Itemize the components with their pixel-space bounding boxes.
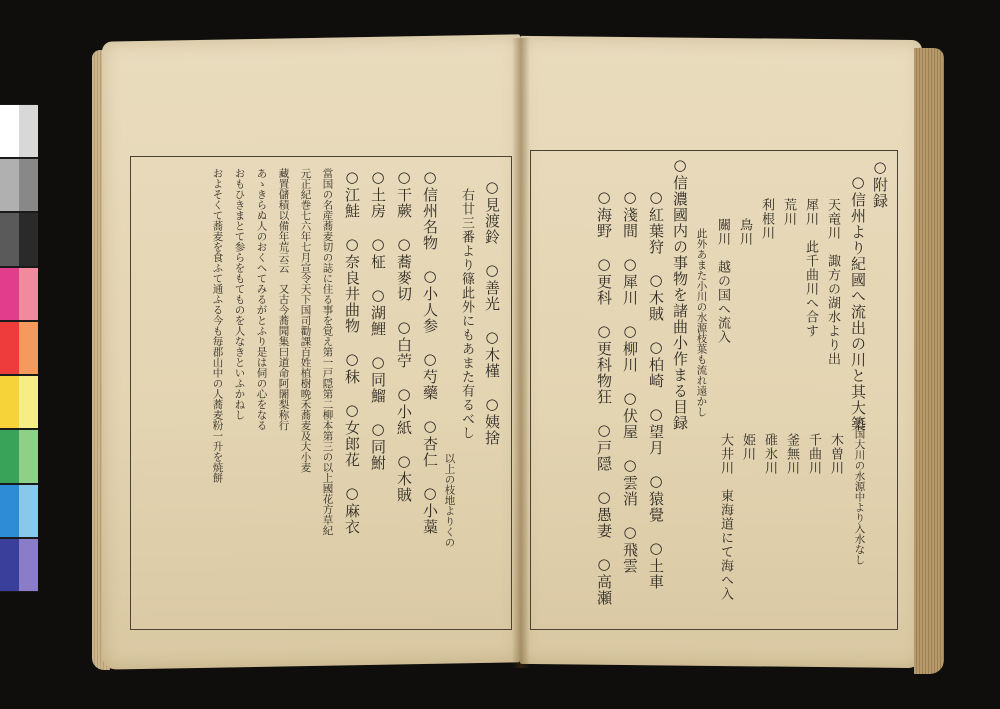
color-swatch <box>0 105 19 157</box>
text-column: あゝきらぬ人のおくへてみるがとふり是は伺の心をなる <box>255 168 268 431</box>
text-column: 利根川 <box>759 198 774 240</box>
text-column: ○信濃國内の事物を諸曲小作まる目録 <box>671 156 689 431</box>
appendix-heading: ○附録 <box>871 158 889 209</box>
color-swatch <box>19 268 38 320</box>
text-column: 當国の名産蕎麦切の誌に住る事を覚え第一戸隠第二柳本第三の以上國花方草紀 <box>321 168 334 536</box>
color-swatch <box>0 430 19 482</box>
color-swatch <box>0 376 19 428</box>
color-swatch <box>19 159 38 211</box>
color-swatch <box>19 430 38 482</box>
open-book <box>92 38 950 690</box>
text-column: 以上の枝地よりくの <box>443 453 456 548</box>
color-swatch <box>19 539 38 591</box>
text-column: 姫川 <box>740 433 755 461</box>
color-swatch <box>19 213 38 265</box>
list-column: ○淺間 ○犀川 ○柳川 ○伏屋 ○雲消 ○飛雲 <box>621 188 639 574</box>
list-column: ○海野 ○更科 ○更科物狂 ○戸隠 ○愚妻 ○高瀬 <box>595 188 613 606</box>
color-swatch <box>0 159 19 211</box>
text-column: 犀川 此千曲川へ合す <box>803 198 818 338</box>
text-column: おもひきまとて参らをもてものを人なきといふかねし <box>233 168 246 420</box>
color-swatch <box>0 322 19 374</box>
text-column: 釜無川 <box>784 433 799 475</box>
list-column: ○干蕨 ○蕎麥切 ○白苧 ○小紙 ○木賊 <box>395 168 413 503</box>
color-swatch <box>0 485 19 537</box>
text-column: ○信州より紀國へ流出の川と其大築 <box>849 173 867 432</box>
book-gutter <box>512 38 530 668</box>
text-column: 右廿三番より篠此外にもあまた有るべし <box>459 188 474 440</box>
list-column: ○土房 ○柾 ○湖鯉 ○同鰡 ○同鮒 <box>369 168 387 471</box>
text-column: 藏置儲積以備年荒云云 又古今蕎聞集曰道命阿闍梨称行 <box>277 168 290 431</box>
text-column: 木曽川 <box>828 433 843 475</box>
text-column: 此外あまた小川の水源枝葉も流れ遠かし <box>695 228 708 417</box>
right-text-frame <box>530 150 898 630</box>
text-column: 元正紀巻七六年七月宣令天下国司勸課百姓植樹晩禾蕎麦及大小麦 <box>299 168 312 473</box>
left-text-frame <box>130 156 512 630</box>
color-swatch <box>0 213 19 265</box>
list-column: ○信州名物 ○小人参 ○芍藥 ○杏仁 ○小藁 <box>421 168 439 535</box>
text-column: 關川 越の国へ流入 <box>715 218 730 344</box>
text-column: 大井川 東海道にて海へ入 <box>718 433 733 601</box>
color-swatch <box>19 105 38 157</box>
text-column: 天竜川 諏方の湖水より出 <box>825 198 840 366</box>
text-column: およそくて蕎麦を食ふて通ふる今も毎郡山中の人蕎麦粉一升を焼餅 <box>211 168 224 483</box>
color-swatch <box>19 485 38 537</box>
color-calibration-chart <box>0 104 38 592</box>
color-swatch <box>19 376 38 428</box>
color-swatch <box>0 268 19 320</box>
text-column: 鳥川 <box>737 218 752 246</box>
color-swatch <box>0 539 19 591</box>
text-column: 千曲川 <box>806 433 821 475</box>
text-column: 近国大川の水源中より入水なし <box>853 418 866 565</box>
right-page-edges <box>914 48 944 674</box>
text-column: 碓氷川 <box>762 433 777 475</box>
text-column: 荒川 <box>781 198 796 226</box>
list-column: ○江鮭 ○奈良井曲物 ○秣 ○女郎花 ○麻衣 <box>343 168 361 535</box>
list-column: ○紅葉狩 ○木賊 ○柏崎 ○望月 ○猿覺 ○土車 <box>647 188 665 590</box>
color-swatch <box>19 322 38 374</box>
list-column: ○見渡鈴 ○善光 ○木槿 ○姨捨 <box>483 178 501 446</box>
